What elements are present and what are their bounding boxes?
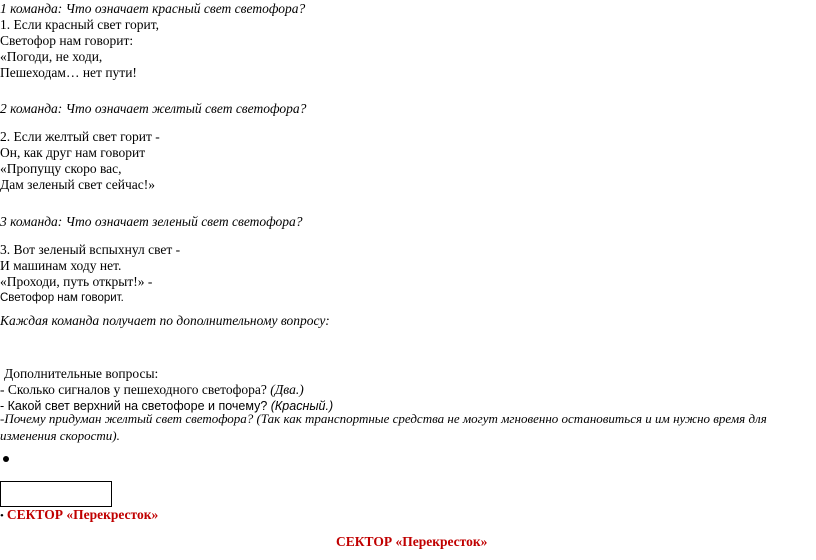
extra-question-1 [0,382,304,398]
team3-verse-line-3: «Проходи, путь открыт!» - [0,274,153,289]
sector-bullet-line [0,507,158,524]
team2-verse-line-3: «Пропущу скоро вас, [0,161,122,176]
team1-verse-line-2: Светофор нам говорит: [0,33,134,48]
team1-verse-line-3: «Погоди, не ходи, [0,49,103,64]
team2-verse-line-4: Дам зеленый свет сейчас!» [0,177,156,192]
extra-question-2-answer: (Красный.) [270,399,334,413]
team1-verse-line-1: 1. Если красный свет горит, [0,17,160,32]
extra-question-1-answer: (Два.) [270,382,304,397]
team2-question: 2 команда: Что означает желтый свет светофора? [0,101,307,116]
sector-title: СЕКТОР «Перекресток» [336,534,488,549]
extra-questions-heading: Дополнительные вопросы: [4,366,159,381]
team3-verse-line-2: И машинам ходу нет. [0,258,122,273]
team1-question: 1 команда: Что означает красный свет светофора? [0,1,306,16]
sector-bullet-text: СЕКТОР «Перекресток» [6,507,159,522]
blank-box [0,481,112,507]
bullet-icon [3,456,9,462]
extra-question-3: -Почему придуман желтый свет светофора? (Так как транспортные средства не могут мгновенно остановиться и им нужно время для изменения скорости). [0,411,767,443]
team2-verse-line-1: 2. Если желтый свет горит - [0,129,160,144]
team3-verse-line-4: Светофор нам говорит. [0,292,124,304]
extra-question-2-text: - Какой свет верхний на светофоре и почему? [0,399,271,413]
team1-verse-line-4: Пешеходам… нет пути! [0,65,137,80]
extra-question-1-text: - Сколько сигналов у пешеходного светофора? [0,382,271,397]
sector-bullet-icon: • [0,510,4,522]
team2-verse-line-2: Он, как друг нам говорит [0,145,146,160]
extra-note: Каждая команда получает по дополнительному вопросу: [0,313,330,328]
team3-question: 3 команда: Что означает зеленый свет светофора? [0,214,303,229]
team3-verse-line-1: 3. Вот зеленый вспыхнул свет - [0,242,181,257]
